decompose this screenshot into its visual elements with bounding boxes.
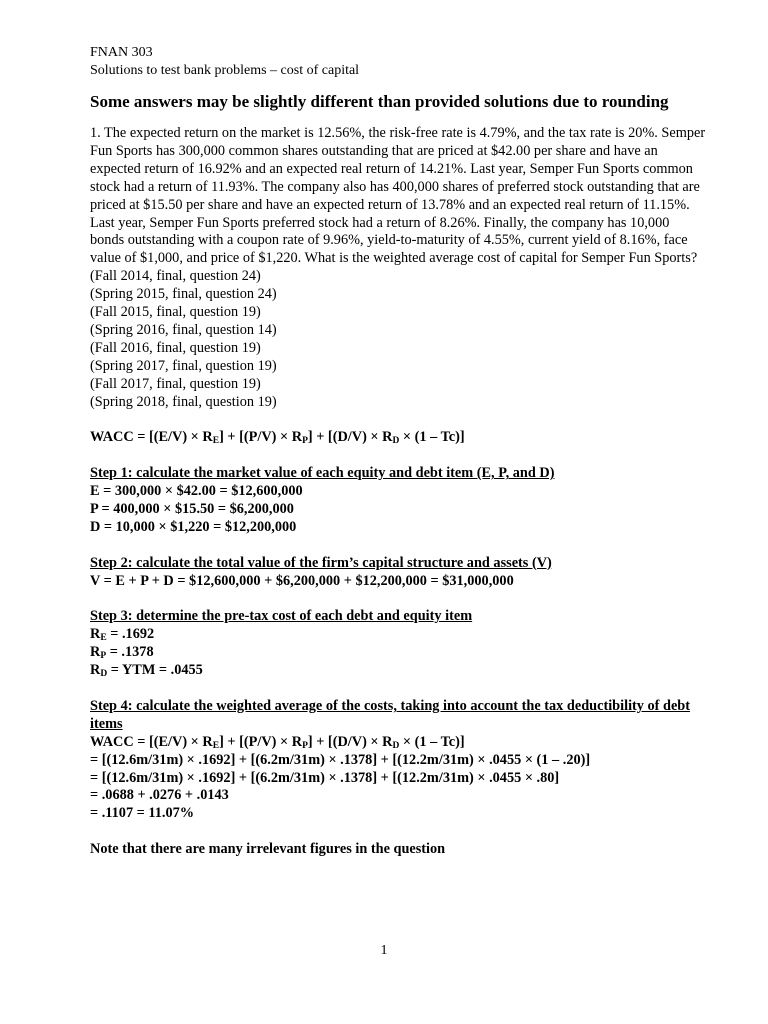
question-text: 1. The expected return on the market is 12.56%, the risk-free rate is 4.79%, and the tax rate is 20%. Semper Fun Sports has 300,000 common shares outstanding that are priced at $42.00 per share and have an expected return of 16.92% and an expected real return of 14.21%. Last year, Semper Fun Sports common stock had a return of 11.93%. The company also has 400,000 shares of preferred stock outstanding that are priced at $15.50 per share and have an expected return of 13.78% and an expected real return of 11.15%. Last year, Semper Fun Sports preferred stock had a return of 8.26%. Finally, the company has 10,000 bonds outstanding with a coupon rate of 9.96%, yield-to-maturity of 4.55%, current yield of 8.16%, face value of $1,000, and price of $1,220. What is the weighted average cost of capital for Semper Fun Sports? bbox=[90, 125, 706, 267]
step4-result: = .1107 = 11.07% bbox=[90, 805, 195, 822]
cost-of-equity: $R_E = .1692$ bbox=[90, 626, 155, 644]
cost-of-preferred: $R_P = .1378$ bbox=[90, 644, 154, 662]
cost-of-debt: $R_D$ = YTM = .0455 bbox=[90, 662, 203, 680]
reference-item: (Fall 2016, final, question 19) bbox=[90, 339, 261, 356]
page-content bbox=[90, 44, 706, 859]
step1-line: P = 400,000 × $15.50 = $6,200,000 bbox=[90, 501, 294, 517]
step4-heading: Step 4: calculate the weighted average of the costs, taking into account the tax deductibility of debt items bbox=[90, 697, 691, 732]
closing-note: Note that there are many irrelevant figures in the question bbox=[90, 841, 446, 858]
step4-line: = [(12.6m/31m) × .1692] + [(6.2m/31m) × .1378] + [(12.2m/31m) × .0455 × .80] bbox=[90, 769, 560, 786]
step4-line: = [(12.6m/31m) × .1692] + [(6.2m/31m) × .1378] + [(12.2m/31m) × .0455 × (1 – .20)] bbox=[90, 751, 591, 768]
step4-line: = .0688 + .0276 + .0143 bbox=[90, 787, 229, 804]
wacc-formula: WACC = $[(E/V) \times R_E] + [(P/V) \times R_P] + [(D/V) \times R_D \times (1 - Tc)]$ bbox=[90, 429, 465, 447]
reference-item: (Fall 2015, final, question 19) bbox=[90, 304, 261, 321]
step3-heading: Step 3: determine the pre-tax cost of each debt and equity item bbox=[90, 608, 473, 625]
reference-item: (Fall 2014, final, question 24) bbox=[90, 268, 261, 285]
rounding-notice: Some answers may be slightly different than provided solutions due to rounding bbox=[90, 92, 669, 111]
reference-item: (Spring 2015, final, question 24) bbox=[90, 286, 277, 303]
step2-heading: Step 2: calculate the total value of the firm’s capital structure and assets (V) bbox=[90, 554, 552, 571]
step1-line: D = 10,000 × $1,220 = $12,200,000 bbox=[90, 518, 297, 535]
reference-item: (Spring 2018, final, question 19) bbox=[90, 393, 277, 410]
document-subtitle: Solutions to test bank problems – cost of capital bbox=[90, 63, 360, 78]
page-number: 1 bbox=[380, 943, 388, 958]
question-references bbox=[90, 268, 706, 411]
reference-item: (Spring 2016, final, question 14) bbox=[90, 321, 277, 338]
reference-item: (Spring 2017, final, question 19) bbox=[90, 357, 277, 374]
reference-item: (Fall 2017, final, question 19) bbox=[90, 375, 261, 392]
step2-line: V = E + P + D = $12,600,000 + $6,200,000 + $12,200,000 = $31,000,000 bbox=[90, 572, 514, 589]
step4-formula: WACC = $[(E/V) \times R_E] + [(P/V) \times R_P] + [(D/V) \times R_D \times (1 - Tc)]$ bbox=[90, 733, 465, 751]
course-code: FNAN 303 bbox=[90, 45, 153, 60]
step1-heading: Step 1: calculate the market value of each equity and debt item (E, P, and D) bbox=[90, 465, 555, 482]
step1-line: E = 300,000 × $42.00 = $12,600,000 bbox=[90, 483, 303, 500]
